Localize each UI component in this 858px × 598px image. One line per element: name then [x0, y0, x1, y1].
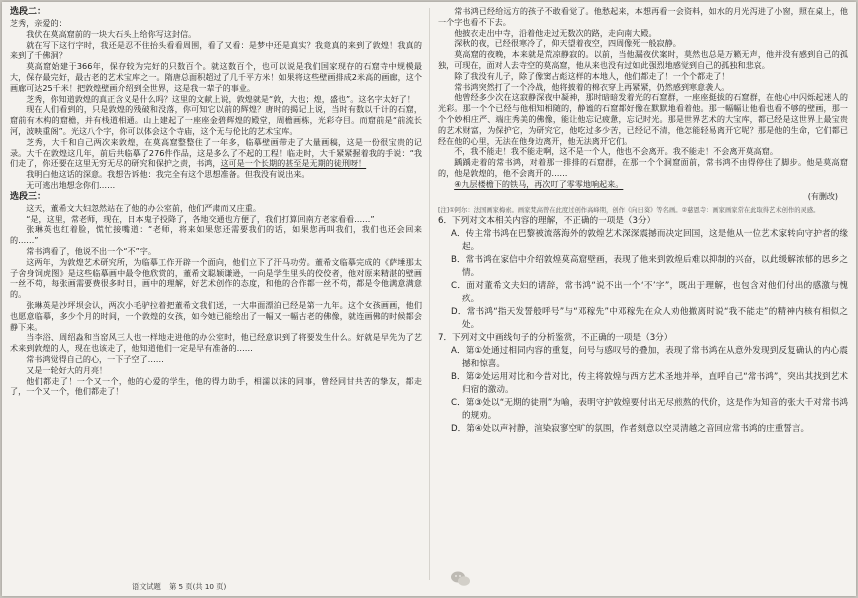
paragraph: 当李浴、周绍淼和当窑风三人也一样地走进他的办公室时，他已经意识到了将要发生什么。好就是早先为了艺术来到敦煌的人，现在也该走了，他知道他们一定是早有准备的……	[10, 332, 422, 354]
paragraph: 常书鸿觉得自己的心，一下子空了……	[26, 353, 164, 364]
right-column	[438, 6, 848, 578]
paragraph: 这两年，为敦煌艺术研究所，为临摹工作开辟一个面向，他们立下了汗马功劳。董希文临摹完成的《萨埵那太子舍身饲虎图》是这些临摹画中最令他欣赏的，董希文聪颖谦逊，一向是学生里头的佼佼者，他对原来精湛的壁画一丝不苟，每张画需要费很多时日，画中的理解，好艺术创作的态度，和他的合作都一丝不苟，都是令他满意满意的。	[10, 256, 422, 300]
paragraph: 深秋的夜，已经很寒冷了，仰天望着夜空，四周像死一般寂静。	[454, 38, 681, 49]
paragraph: 芝秀，你知道敦煌的真正含义是什么吗？这里的文献上说，敦煌就是“敦，大也；煌，盛也”。这名字太好了！	[26, 93, 415, 104]
paragraph: 张琳英也红着脸，慌忙接嘴道：“老师，将来如果您还需要我们的话，如果您再叫我们，我们也还会回来的……”	[10, 224, 422, 246]
underlined-sentence-3: 这可是一个长期的甚至是无期的徒刑呀！	[220, 158, 367, 169]
paragraph: 就在写下这行字时，我还是忍不住抬头看看周围，看了又看：是梦中还是真实？我竟真的来到了敦煌！我真的来到了千佛洞？	[10, 39, 422, 61]
question-6: 6．下列对文本相关内容的理解，不正确的一项是（3分）	[438, 216, 656, 227]
paragraph: 莫高窟的夜晚，本来就是荒凉静寂的。以前，当他漏夜伏案时，莫然也总是万籁无声，他并没有感到自己的孤独，可现在，面对人去寺空的莫高窟，他从来也没有过如此强烈地感觉到自己的孤独和悲哀。	[438, 49, 848, 70]
q6-option-c[interactable]: C．面对董希文夫妇的请辞，常书鸿“说不出一个‘不’字”，既出于理解，也包含对他们付出的感激与愧疚。	[451, 281, 848, 305]
footer-page-number: 第 5 页(共 10 页)	[169, 582, 227, 591]
paragraph: 不，我不能走！我不能走啊，这不是一个人，他也不会离开。我不能走！不会离开莫高窟。	[454, 146, 778, 157]
section-three-title: 选段三：	[10, 191, 47, 202]
paragraph: 我伏在莫高窟前的一块大石头上给你写这封信。	[26, 28, 197, 39]
q7-option-c[interactable]: C．第③处以“无期的徒刑”为喻，表明守护敦煌要付出无尽煎熬的代价，这是作为知音的张大千对常书鸿的规劝。	[451, 398, 848, 422]
paragraph: 他们都走了！一个又一个，他的心爱的学生，他的得力助手，相濡以沫的同事，曾经同甘共苦的挚友，都走了，一个又一个，他们都走了！	[10, 375, 422, 397]
column-divider	[429, 8, 430, 580]
paragraph: 他披衣走出中寺，沿着他走过无数次的路，走向南大殿。	[454, 27, 657, 38]
paragraph-text: 芝秀，大千和自己两次来敦煌，在莫高窟整整住了一年多，临摹壁画带走了大量画稿，这是一份很宝贵的记录。大千在敦煌这几年，前后共临摹了276件作品，这是多么了不起的工程！临走时，大千紧紧握着我的手说：“我们走了，你还要在这里无穷无尽的研究和保护之责，书鸿，	[10, 136, 422, 169]
paragraph	[10, 137, 422, 169]
paragraph: 踽踽走着的常书鸿，对着那一排排的石窟群，在那一个个洞窟面前，常书鸿不由得停住了脚步。他是莫高窟的，他是敦煌的，他不会离开的……	[438, 157, 848, 178]
exam-page	[2, 2, 856, 596]
footnote: [注]①阿尔：法国画家梅索。画家梵高曾在此度过创作高峰期，创作《向日葵》等名画。②慈恩寺：画家画家常在此取得艺术创作的灵感。	[438, 207, 820, 215]
abridged-note: (有删改)	[807, 191, 838, 201]
salutation: 芝秀，亲爱的：	[10, 18, 67, 28]
paragraph: 除了我没有儿子，除了像窦占彪这样的本地人，他们都走了！一个个都走了！	[454, 70, 730, 81]
section-two-title: 选段二：	[10, 7, 47, 17]
paragraph: 无可逃出地想念你们……	[26, 179, 116, 190]
question-7: 7．下列对文中画线句子的分析鉴赏，不正确的一项是（3分）	[438, 333, 673, 344]
q6-option-b[interactable]: B．常书鸿在家信中介绍敦煌莫高窟壁画，表现了他来到敦煌后难以抑制的兴奋，以此缓解浓郁的思乡之情。	[451, 255, 848, 279]
paragraph: 常书鸿突然打了一个冷战，他将披着的棉衣穿上再紧紧，仍然感到寒意袭人。	[454, 81, 730, 92]
q7-option-a[interactable]: A．第①处通过相同内容的重复，问号与感叹号的叠加，表现了常书鸿在从意外发现到反复确认的内心震撼和惊喜。	[451, 346, 848, 370]
paragraph: 张琳英是沙坪坝会认，两次小毛驴拉着把董希文我们送，一大串面漂泊已经是第一九年。这个女孩画画，他们也愿意临摹，多少个月的时间，一个敦煌的女孩，如今她已能绘出了一幅又一幅古老的佛像，就连画佛的时候都会静下来。	[10, 299, 422, 332]
q6-option-a[interactable]: A．传主常书鸿在巴黎被流落海外的敦煌艺术深深震撼而决定回国，这是他从一位艺术家转向守护者的缘起。	[451, 229, 848, 253]
paragraph: 常书鸿看了，他说不出一个“不”字。	[26, 245, 156, 256]
page-footer	[132, 582, 232, 592]
paragraph: 又是一轮好大的月亮！	[26, 364, 108, 375]
paragraph: 他曾经多少次在这寂静深夜中凝神，那时暗暗发着光的石窟群，一座座挺拔的石窟群，在他心中闪烁起迷人的光彩。那一个个已经与他相知相随的，静谧的石窟都好像在默默地看着他。那一幅幅让他看也看不够的壁画，那一个个妙相庄严、端庄秀美的佛像，能让他忘记疲惫，忘记时光。那是世界艺术的大宝库，都已经是这世界上最宝贵的艺术财富，为保护它，为研究它，他吃过多少苦，已经记不清，他怎能轻易离开它呢？那是他的生命，它们都已经在他的心里，无法在他身边离开，他无法离开它们。	[438, 92, 848, 146]
paragraph: 现在人们看到的，只是敦煌的残破和没落，你可知它以前的辉煌？唐时的揭记上说，当时有数以千计的石窟，窟前有木构的窟檐，并有栈道相通。山上建起了一座座金碧辉煌的殿堂，周檐画栋，光彩夺目。而窟前是“前流长河，波映重阁”。光这八个字，你可以体会这个寺庙，这个无与伦比的艺术宝库。	[10, 104, 422, 136]
q6-option-d[interactable]: D．常书鸿“指天发誓般呼号”与“邓稼先”中邓稼先在众人劝他撤离时说“我不能走”的精神内核有相似之处。	[451, 307, 848, 331]
q7-option-b[interactable]: B．第②处运用对比和今昔对比，传主将敦煌与西方艺术圣地并举，直呼自己“常书鸿”，突出其找到艺术归宿的激动。	[451, 372, 848, 396]
footer-title: 语文试题	[132, 582, 161, 591]
paragraph: 我明白他这话的深意。我想告诉他：我完全有这个思想准备。但我没有说出来。	[26, 169, 310, 180]
left-column	[10, 6, 422, 578]
paragraph: “是，这里，常老师，现在，日本鬼子投降了，各地交通也方便了，我们打算回南方老家看看……”	[26, 213, 375, 224]
paragraph: 这天，董希文大妇忽然站在了他的办公室前，他们严肃而又庄重。	[26, 202, 261, 213]
wechat-watermark-icon	[450, 570, 472, 588]
paragraph: 常书鸿已经给远方的孩子不敢看觉了。他愁起来，本想再看一会资料，如水的月光泻进了小窗，照在桌上，他一个字也看不下去。	[438, 6, 848, 27]
underlined-sentence-4: ④九层楼檐下的铁马，再次叮了零零地响起来。	[454, 178, 624, 189]
paragraph: 莫高窟始建于366年，保存较为完好的只数百个。就这数百个，也可以说是我们国家现存的石窟寺中规模最大，保存最完好，最古老的艺术宝库之一。隋唐总面积超过了几千平方米！如果将这些壁画排成2米高的画廊，这个画廊可达25千米！把敦煌壁画介绍到全世界，这是我一辈子的事业。	[10, 61, 422, 93]
q7-option-d[interactable]: D．第④处以声衬静，渲染寂寥空旷的氛围，作者刻意以空灵清越之音回应常书鸿的庄重誓言。	[451, 424, 810, 435]
